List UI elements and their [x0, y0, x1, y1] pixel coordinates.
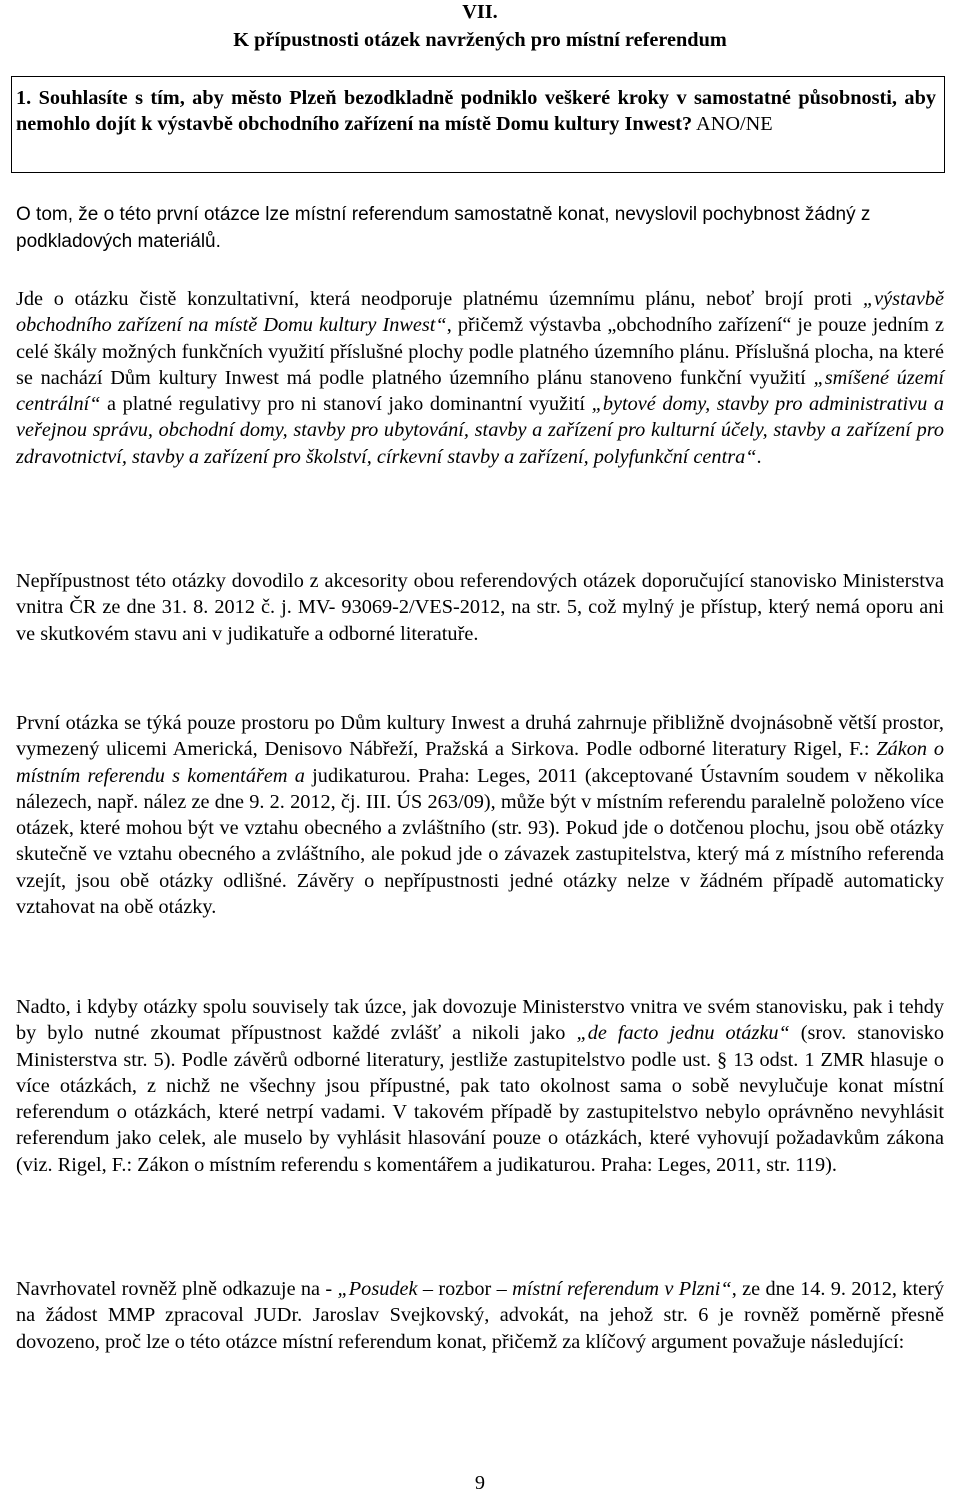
p4-text-c: (srov. stanovisko Ministerstva str. 5). Podle závěrů odborné literatury, jestliže zastupitelstvo podle ust. § 13 odst. 1 ZMR hlasuje o více otázkách, z nichž ne všechny jsou přípustné, pak tato okolnost sama o sobě nevylučuje konat místní referendum o otázkách, které netrpí vadami. V takovém případě by zastupitelstvo nebylo oprávněno nevyhlásit referendum jako celek, ale muselo by vyhlásit hlasování pouze o otázkách, které vyhovují požadavkům zákona (viz. Rigel, F.: Zákon o místním referendu s komentářem a judikaturou. Praha: Leges, 2011, str. 119).	[16, 1022, 944, 1176]
page-number: 9	[474, 1472, 486, 1494]
p1-text-c: , přičemž výstavba „obchodního zařízení“ je pouze jedním z celé škály možných funkčních využití příslušné plochy podle platného územního plánu.	[16, 314, 944, 363]
p4-quote: „de facto jednu otázku“	[576, 1022, 790, 1045]
paragraph-4	[16, 994, 944, 1178]
section-number: VII.	[462, 1, 498, 23]
section-title: K přípustnosti otázek navržených pro místní referendum	[233, 29, 727, 51]
p1-quote-building: „výstavbě obchodního zařízení na místě Domu kultury Inwest“	[16, 288, 944, 337]
note-paragraph: O tom, že o této první otázce lze místní referendum samostatně konat, nevyslovil pochybnost žádný z podkladových materiálů.	[16, 204, 871, 252]
p1-quote-zone: „smíšené území centrální“	[16, 366, 944, 416]
p1-text-a: Jde o otázku čistě konzultativní, která neodporuje platnému územnímu plánu, neboť brojí proti	[16, 288, 863, 310]
p5-quote-title: místní referendum v Plzni“	[512, 1278, 732, 1300]
question-text: 1. Souhlasíte s tím, aby město Plzeň bezodkladně podniklo veškeré kroky v samostatné působnosti, aby nemohlo dojít k výstavbě obchodního zařízení na místě Domu kultury Inwest?	[16, 87, 936, 135]
p5-text-c: – rozbor –	[417, 1278, 513, 1300]
p1-quote-usage: „bytové domy, stavby pro administrativu a veřejnou správu, obchodní domy, stavby pro ubytování, stavby a zařízení pro kulturní účely, stavby a zařízení pro zdravotnictví, stavby a zařízení pro školství, církevní stavby a zařízení, polyfunkční centra“	[16, 393, 944, 468]
p3-text-a: První otázka se týká pouze prostoru po Dům kultury Inwest a druhá zahrnuje přibližně dvojnásobně větší prostor, vymezený ulicemi Americká, Denisovo Nábřeží, Pražská a Sirkova. Podle odborné literatury Rigel, F.:	[16, 712, 944, 761]
p3-book-title: Zákon o místním referendu s komentářem a	[16, 738, 944, 787]
p1-text-d: Příslušná plocha, na které se nachází Dům kultury Inwest má podle platného územního plánu stanoveno funkční využití	[16, 340, 944, 389]
question-answer-options: ANO/NE	[692, 113, 773, 135]
paragraph-5	[16, 1276, 944, 1355]
paragraph-1	[16, 286, 944, 470]
p5-text-e: , ze dne 14. 9. 2012, který na žádost MMP zpracoval JUDr. Jaroslav Svejkovský, advokát, na jehož str. 6 je rovněž poměrně přesně dovozeno, proč lze o této otázce místní referendum konat, přičemž za klíčový argument považuje následující:	[16, 1278, 944, 1353]
p3-text-c: judikaturou. Praha: Leges, 2011 (akceptované Ústavním soudem v několika nálezech, např. nález ze dne 9. 2. 2012, čj. III. ÚS 263/09), může být v místním referendu paralelně položeno více otázek, které mohou být ve vztahu obecného a zvláštního (str. 93). Pokud jde o dotčenou plochu, jsou obě otázky skutečně ve vztahu obecného a zvláštního, ale pokud jde o závazek zastupitelstva, který má z místního referenda vzejít, jsou obě otázky odlišné. Závěry o nepřípustnosti jedné otázky nelze v žádném případě automaticky vztahovat na obě otázky.	[16, 764, 944, 919]
p4-text-a: Nadto, i kdyby otázky spolu souvisely tak úzce, jak dovozuje Ministerstvo vnitra ve svém stanovisku, pak i tehdy by bylo nutné zkoumat přípustnost každé zvlášť a nikoli jako	[16, 996, 944, 1045]
question-box	[11, 76, 945, 173]
paragraph-3	[16, 710, 944, 920]
paragraph-2: Nepřípustnost této otázky dovodilo z akcesority obou referendových otázek doporučující stanovisko Ministerstva vnitra ČR ze dne 31. 8. 2012 č. j. MV- 93069-2/VES-2012, na str. 5, což mylný je přístup, který nemá oporu ani ve skutkovém stavu ani v judikatuře a odborné literatuře.	[16, 570, 944, 645]
p1-text-f: a platné regulativy pro ni stanoví jako dominantní využití	[100, 393, 592, 416]
p5-text-a: Navrhovatel rovněž plně odkazuje na -	[16, 1278, 338, 1300]
p1-text-h: .	[756, 445, 762, 468]
p5-quote-posudek: „Posudek	[337, 1278, 418, 1300]
